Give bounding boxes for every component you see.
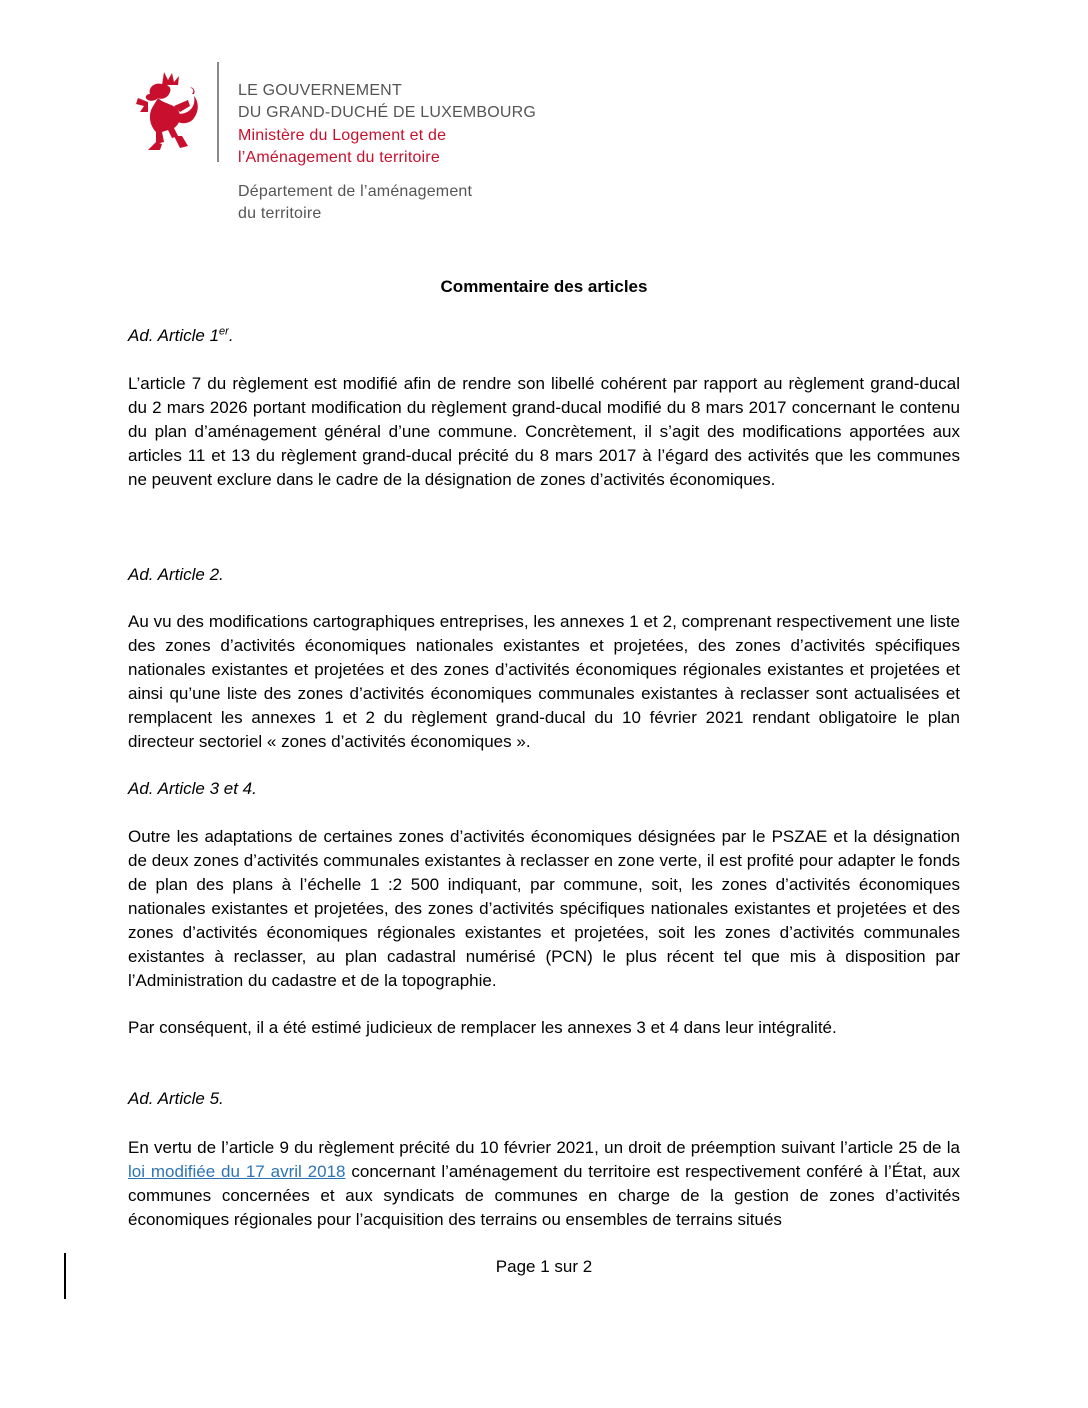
document-title: Commentaire des articles (440, 277, 648, 296)
law-link[interactable]: loi modifiée du 17 avril 2018 (128, 1162, 346, 1181)
ministry-name-line2: l’Aménagement du territoire (238, 149, 440, 166)
article-1-heading-text: Ad. Article 1 (128, 326, 220, 345)
article-1-heading-end: . (228, 326, 234, 345)
ministry-name-line1: Ministère du Logement et de (238, 127, 447, 144)
government-name-line1: LE GOUVERNEMENT (238, 82, 402, 99)
header-divider (217, 62, 219, 162)
article-1-heading (128, 325, 234, 347)
government-name-line2: DU GRAND-DUCHÉ DE LUXEMBOURG (238, 104, 537, 121)
article-2-paragraph: Au vu des modifications cartographiques entreprises, les annexes 1 et 2, comprenant respectivement une liste des zones d’activités économiques nationales existantes et projetées, des zones d’activités spécifiques nationales existantes et projetées et des zones d’activités économiques régionales existantes et projetées et ainsi qu’une liste des zones d’activités économiques communales existantes à reclasser sont actualisées et remplacent les annexes 1 et 2 du règlement grand-ducal du 10 février 2021 rendant obligatoire le plan directeur sectoriel « zones d’activités économiques ». (128, 612, 960, 751)
department-name-line2: du territoire (238, 205, 322, 222)
page-number: Page 1 sur 2 (495, 1257, 593, 1276)
article-1-heading-sup: er (219, 325, 229, 338)
red-lion-icon (134, 70, 200, 154)
department-name-line1: Département de l’aménagement (238, 183, 473, 200)
article-5-text-after-link: concernant l’aménagement du territoire est respectivement conféré à l’État, aux communes concernées et aux syndicats de communes en charge de la gestion de zones d’activités économiques régionales pour l’acquisition des terrains ou ensembles de terrains situés (128, 1162, 960, 1229)
article-3-4-paragraph-2: Par conséquent, il a été estimé judicieux de remplacer les annexes 3 et 4 dans leur intégralité. (128, 1018, 837, 1037)
article-3-4-paragraph-1: Outre les adaptations de certaines zones d’activités économiques désignées par le PSZAE et la désignation de deux zones d’activités communales existantes à reclasser en zone verte, il est profité pour adapter le fonds de plan des plans à l’échelle 1 :2 500 indiquant, par commune, soit, les zones d’activités économiques nationales existantes et projetées, des zones d’activités spécifiques nationales existantes et projetées et des zones d’activités économiques régionales existantes et projetées, soit les zones d’activités communales existantes à reclasser, au plan cadastral numérisé (PCN) le plus récent tel que mis à disposition par l’Administration du cadastre et de la topographie. (128, 827, 960, 990)
article-5-heading: Ad. Article 5. (128, 1089, 224, 1108)
article-1-paragraph: L’article 7 du règlement est modifié afin de rendre son libellé cohérent par rapport au règlement grand-ducal du 2 mars 2026 portant modification du règlement grand-ducal modifié du 8 mars 2017 concernant le contenu du plan d’aménagement général d’une commune. Concrètement, il s’agit des modifications apportées aux articles 11 et 13 du règlement grand-ducal précité du 8 mars 2017 à l’égard des activités que les communes ne peuvent exclure dans le cadre de la désignation de zones d’activités économiques. (128, 374, 960, 489)
article-2-heading: Ad. Article 2. (128, 565, 224, 584)
article-5-text-before-link: En vertu de l’article 9 du règlement précité du 10 février 2021, un droit de préemption suivant l’article 25 de la (128, 1138, 960, 1157)
article-5-paragraph (128, 1136, 960, 1232)
article-3-4-heading: Ad. Article 3 et 4. (128, 779, 257, 798)
